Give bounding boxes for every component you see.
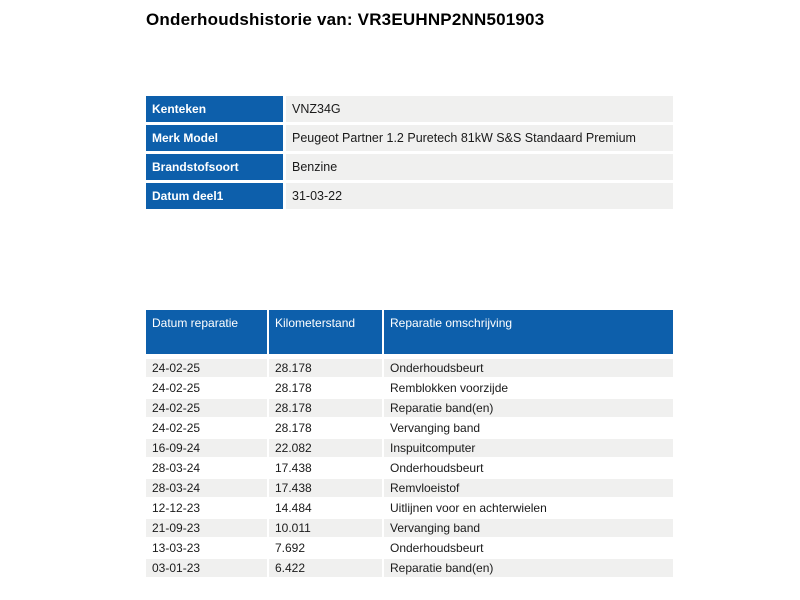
cell-kilometerstand: 28.178: [267, 399, 382, 417]
cell-datum: 24-02-25: [152, 421, 201, 435]
table-row: [146, 379, 673, 399]
vehicle-info-value-datum-deel1: 31-03-22: [286, 183, 673, 209]
vehicle-info-row: [146, 125, 673, 151]
vehicle-info-row: [146, 154, 673, 180]
table-row: [146, 419, 673, 439]
cell-datum: 12-12-23: [152, 501, 201, 515]
cell-kilometerstand: 17.438: [267, 479, 382, 497]
vehicle-info-label-brandstofsoort: Brandstofsoort: [146, 154, 283, 180]
cell-datum: 28-03-24: [152, 481, 201, 495]
cell-omschrijving: Uitlijnen voor en achterwielen: [382, 499, 673, 517]
vehicle-info-label-datum-deel1: Datum deel1: [146, 183, 283, 209]
vehicle-info-row: [146, 96, 673, 122]
cell-omschrijving: Vervanging band: [382, 419, 673, 437]
cell-kilometerstand: 7.692: [267, 539, 382, 557]
vehicle-info-table: [146, 96, 673, 212]
vehicle-info-label-kenteken: Kenteken: [146, 96, 283, 122]
vehicle-info-row: [146, 183, 673, 209]
table-row: [146, 399, 673, 419]
cell-omschrijving: Vervanging band: [382, 519, 673, 537]
table-row: [146, 559, 673, 579]
table-row: [146, 499, 673, 519]
repair-table-header: [146, 310, 673, 354]
column-header-kilometerstand: Kilometerstand: [267, 310, 382, 354]
table-row: [146, 439, 673, 459]
column-header-reparatie-omschrijving: Reparatie omschrijving: [382, 310, 673, 354]
cell-kilometerstand: 14.484: [267, 499, 382, 517]
vehicle-info-value-brandstofsoort: Benzine: [286, 154, 673, 180]
cell-kilometerstand: 10.011: [267, 519, 382, 537]
vehicle-info-value-kenteken: VNZ34G: [286, 96, 673, 122]
table-row: [146, 519, 673, 539]
cell-kilometerstand: 28.178: [267, 359, 382, 377]
column-header-datum-reparatie: Datum reparatie: [152, 316, 239, 330]
cell-omschrijving: Onderhoudsbeurt: [382, 359, 673, 377]
cell-datum: 21-09-23: [152, 521, 201, 535]
cell-datum: 13-03-23: [152, 541, 201, 555]
cell-datum: 24-02-25: [152, 381, 201, 395]
cell-kilometerstand: 28.178: [267, 379, 382, 397]
cell-datum: 28-03-24: [152, 461, 201, 475]
cell-datum: 24-02-25: [152, 401, 201, 415]
cell-omschrijving: Reparatie band(en): [382, 399, 673, 417]
table-row: [146, 459, 673, 479]
cell-omschrijving: Onderhoudsbeurt: [382, 539, 673, 557]
vehicle-info-value-merk-model: Peugeot Partner 1.2 Puretech 81kW S&S Standaard Premium: [286, 125, 673, 151]
cell-datum: 24-02-25: [152, 361, 201, 375]
cell-omschrijving: Reparatie band(en): [382, 559, 673, 577]
cell-kilometerstand: 22.082: [267, 439, 382, 457]
cell-omschrijving: Inspuitcomputer: [382, 439, 673, 457]
cell-datum: 03-01-23: [152, 561, 201, 575]
page-title: Onderhoudshistorie van: VR3EUHNP2NN501903: [146, 10, 545, 29]
cell-kilometerstand: 28.178: [267, 419, 382, 437]
table-row: [146, 539, 673, 559]
cell-omschrijving: Onderhoudsbeurt: [382, 459, 673, 477]
cell-omschrijving: Remblokken voorzijde: [382, 379, 673, 397]
cell-datum: 16-09-24: [152, 441, 201, 455]
table-row: [146, 479, 673, 499]
repair-history-table: [146, 310, 673, 579]
cell-kilometerstand: 6.422: [267, 559, 382, 577]
vehicle-info-label-merk-model: Merk Model: [146, 125, 283, 151]
table-row: [146, 359, 673, 379]
cell-kilometerstand: 17.438: [267, 459, 382, 477]
cell-omschrijving: Remvloeistof: [382, 479, 673, 497]
